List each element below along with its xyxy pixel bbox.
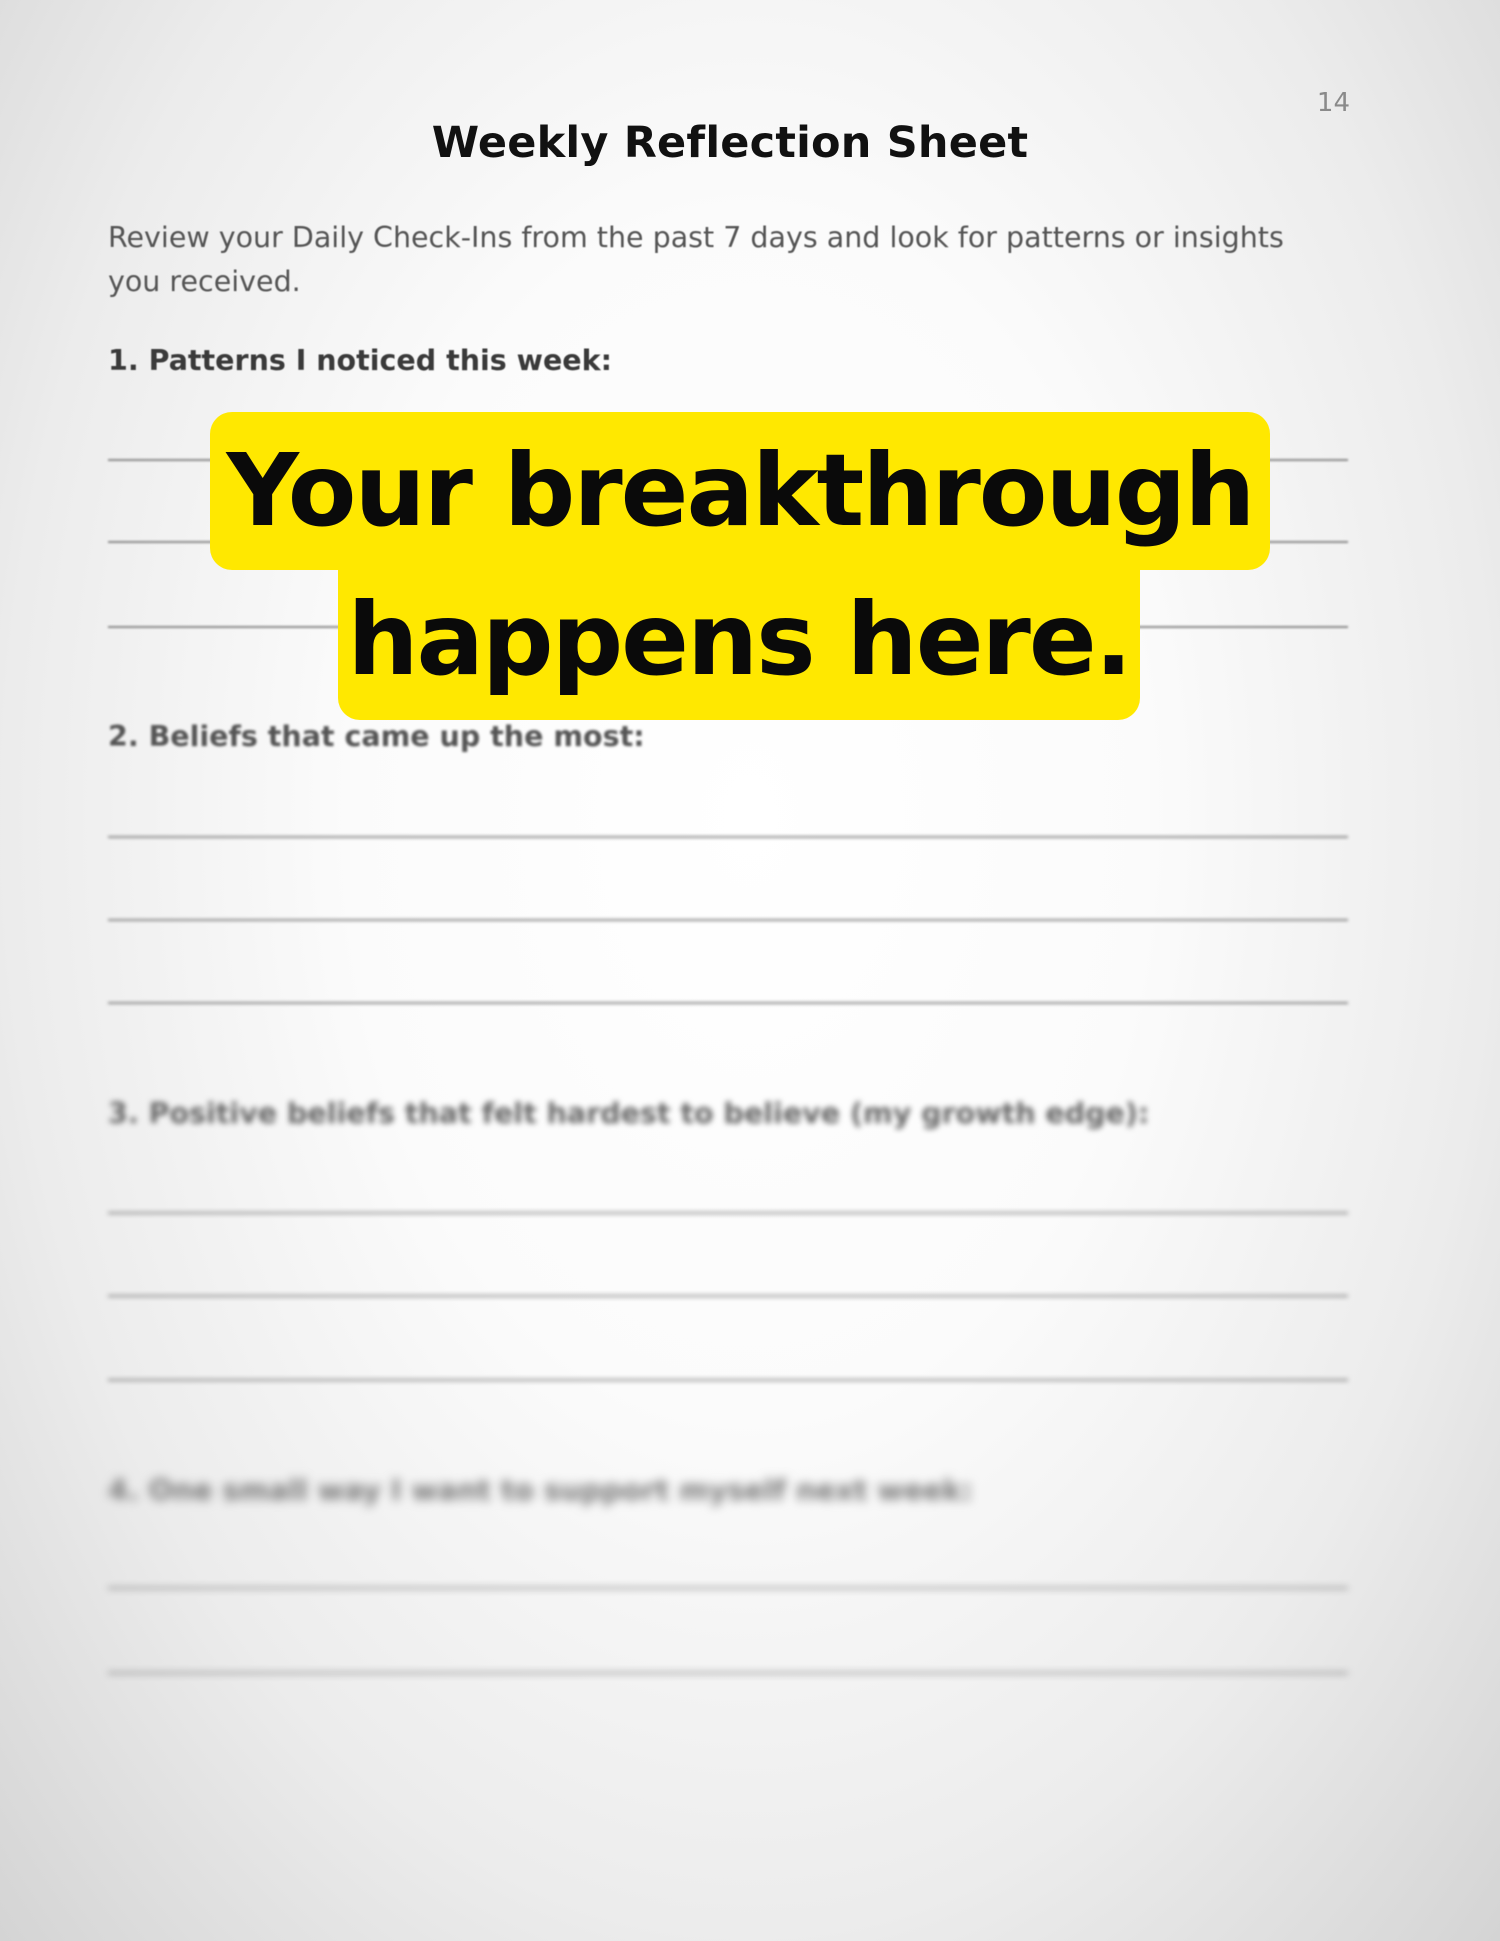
answer-line [108, 1002, 1348, 1004]
answer-line [108, 1295, 1348, 1297]
answer-line [108, 919, 1348, 921]
answer-line [108, 1587, 1348, 1589]
answer-line [108, 1379, 1348, 1381]
answer-line [108, 1672, 1348, 1674]
intro-text: Review your Daily Check-Ins from the past 7 days and look for patterns or insights you received. [108, 221, 1284, 298]
question-2-label: 2. Beliefs that came up the most: [108, 720, 645, 753]
banner-line-2: happens here. [338, 560, 1140, 720]
page-number: 14 [1316, 88, 1350, 118]
question-1-label: 1. Patterns I noticed this week: [108, 344, 612, 377]
answer-line [108, 1212, 1348, 1214]
banner-line-1: Your breakthrough [210, 412, 1270, 570]
answer-line [108, 836, 1348, 838]
page-title: Weekly Reflection Sheet [431, 118, 1029, 168]
question-3-label: 3. Positive beliefs that felt hardest to believe (my growth edge): [108, 1097, 1150, 1130]
question-4-label: 4. One small way I want to support myself next week: [108, 1474, 973, 1507]
